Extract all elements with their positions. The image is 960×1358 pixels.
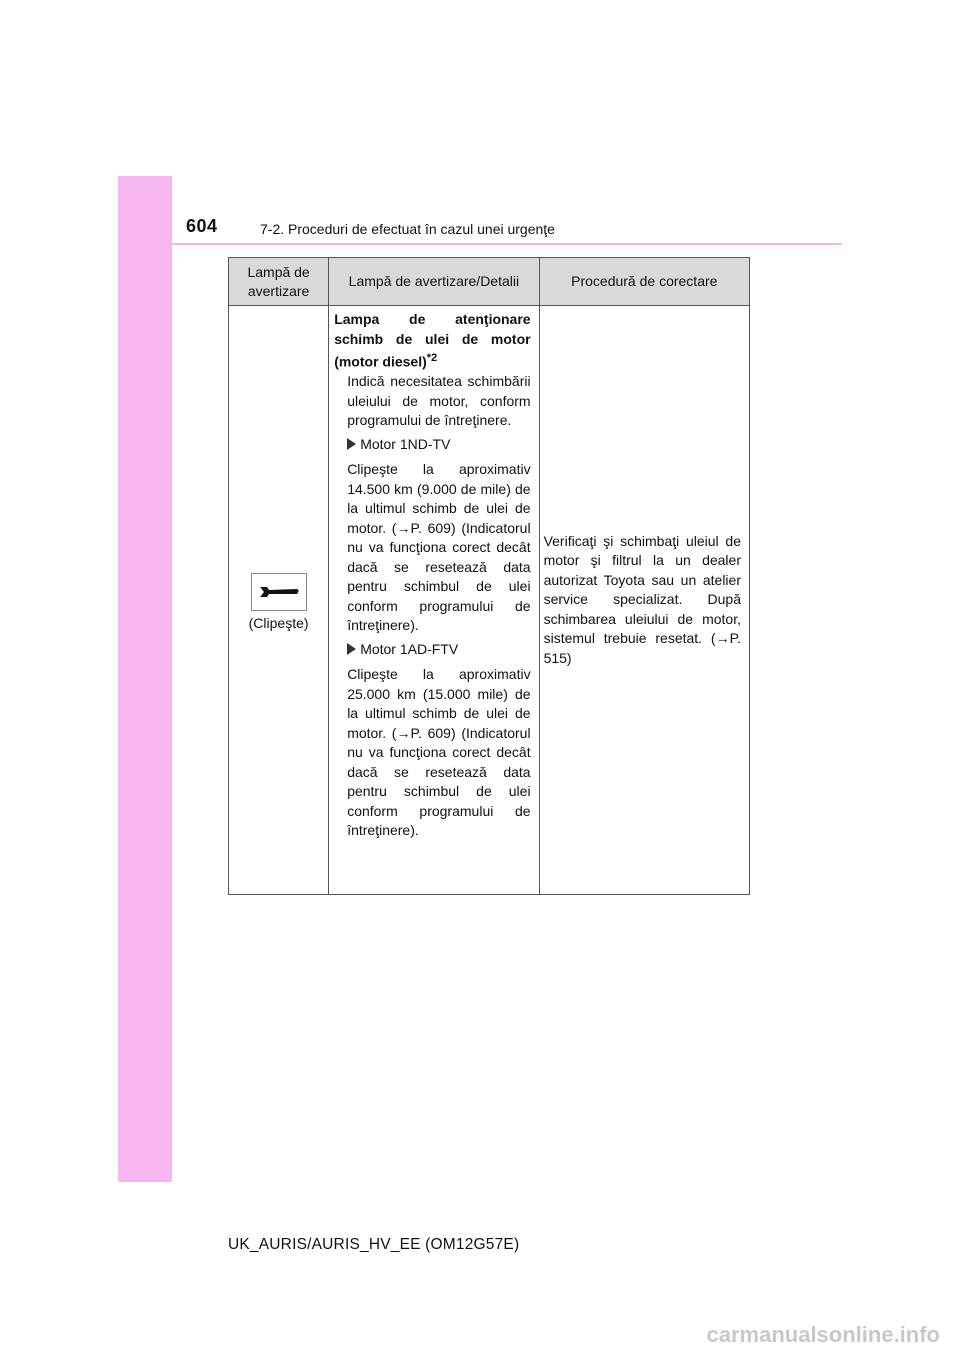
- col-header-lamp: Lampă de avertizare: [229, 258, 329, 306]
- table-header-row: [229, 258, 750, 306]
- details-cell: [329, 306, 539, 895]
- triangle-bullet-icon: [347, 438, 356, 450]
- footnote-marker: *2: [426, 352, 438, 364]
- engine1-text: Clipeşte la aproximativ 14.500 km (9.000 de mile) de la ultimul schimb de ulei de motor. (→P. 609) (Indicatorul nu va funcţiona corect decât dacă se resetează data pentru schimbul de ulei conform programului de întreţinere).: [347, 461, 531, 634]
- model-code-footer: UK_AURIS/AURIS_HV_EE (OM12G57E): [228, 1236, 520, 1253]
- page-number: 604: [186, 216, 218, 236]
- procedure-cell: Verificaţi şi schimbaţi uleiul de motor şi filtrul la un dealer autorizat Toyota sau un atelier service specializat. După schimbarea uleiului de motor, sistemul trebuie resetat. (→P. 515): [539, 306, 749, 895]
- engine2-heading: Motor 1AD-FTV: [347, 640, 530, 660]
- wrench-icon: [257, 581, 301, 603]
- details-title: Lampa de atenţionare schimb de ulei de motor (motor diesel)$^{*2}$: [334, 311, 531, 370]
- col-header-procedure: Procedură de corectare: [539, 258, 749, 306]
- lamp-cell: [229, 306, 329, 895]
- triangle-bullet-icon: [347, 643, 356, 655]
- watermark: carmanualsonline.info: [706, 1322, 940, 1347]
- details-intro: Indică necesitatea schimbării uleiului de motor, conform programului de întreţinere.: [347, 373, 531, 429]
- col-header-details: Lampă de avertizare/Detalii: [329, 258, 539, 306]
- section-title: 7-2. Proceduri de efectuat în cazul unei urgenţe: [260, 221, 555, 237]
- lamp-status: (Clipeşte): [248, 614, 309, 631]
- lamp-symbol: [251, 573, 307, 611]
- header-divider: [118, 243, 842, 245]
- warning-lamp-table: [228, 257, 750, 895]
- table-row: [229, 306, 750, 895]
- chapter-side-tab: [118, 176, 172, 1182]
- engine2-text: Clipeşte la aproximativ 25.000 km (15.000 mile) de la ultimul schimb de ulei de motor. (→P. 609) (Indicatorul nu va funcţiona corect decât dacă se resetează data pentru schimbul de ulei conform programului de întreţinere).: [347, 666, 531, 839]
- engine1-heading: Motor 1ND-TV: [347, 435, 530, 455]
